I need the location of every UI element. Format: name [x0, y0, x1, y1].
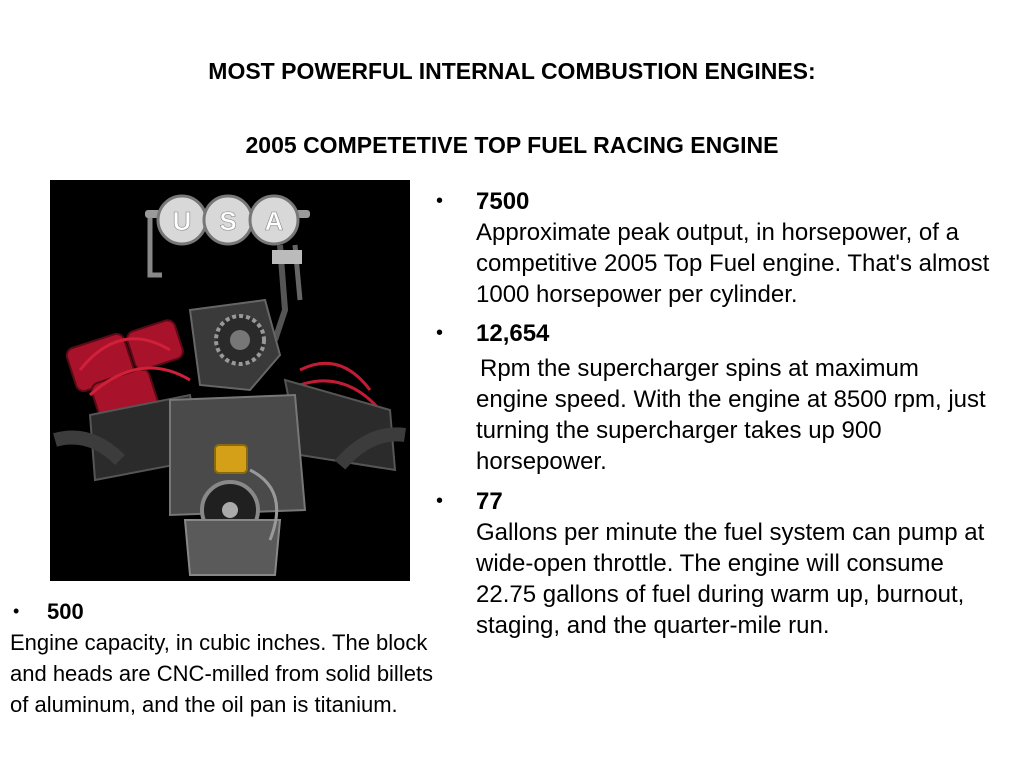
list-item: [10, 596, 440, 627]
engine-photo: [50, 180, 410, 581]
stat-description: Gallons per minute the fuel system can pump at wide-open throttle. The engine will consume 22.75 gallons of fuel during warm up, burnout, staging, and the quarter-mile run.: [476, 519, 985, 639]
scoop-letter-u: U: [172, 206, 192, 236]
bullet-icon: •: [436, 190, 444, 212]
stat-number: 12,654: [476, 320, 550, 347]
stat-number: 7500: [476, 188, 530, 215]
bullet-icon: •: [436, 490, 444, 512]
engine-capacity-note: [10, 596, 440, 720]
stat-number: 77: [476, 488, 503, 515]
stat-description: Rpm the supercharger spins at maximum engine speed. With the engine at 8500 rpm, just turning the supercharger takes up 900 horsepower.: [476, 355, 986, 475]
list-item: [432, 186, 992, 310]
stats-list: [432, 186, 992, 641]
bullet-icon: •: [436, 322, 444, 344]
slide-subtitle: 2005 COMPETETIVE TOP FUEL RACING ENGINE: [245, 132, 779, 158]
list-item: [432, 318, 992, 477]
stat-description: Approximate peak output, in horsepower, of a competitive 2005 Top Fuel engine. That's almost 1000 horsepower per cylinder.: [476, 219, 990, 308]
bullet-icon: •: [13, 601, 20, 621]
stat-description: Engine capacity, in cubic inches. The block and heads are CNC-milled from solid billets of aluminum, and the oil pan is titanium.: [10, 630, 434, 717]
scoop-letter-s: S: [219, 206, 237, 236]
scoop-letter-a: A: [264, 206, 284, 236]
list-item: [432, 486, 992, 641]
slide-title: MOST POWERFUL INTERNAL COMBUSTION ENGINES:: [208, 58, 816, 84]
stat-number: 500: [47, 599, 84, 624]
